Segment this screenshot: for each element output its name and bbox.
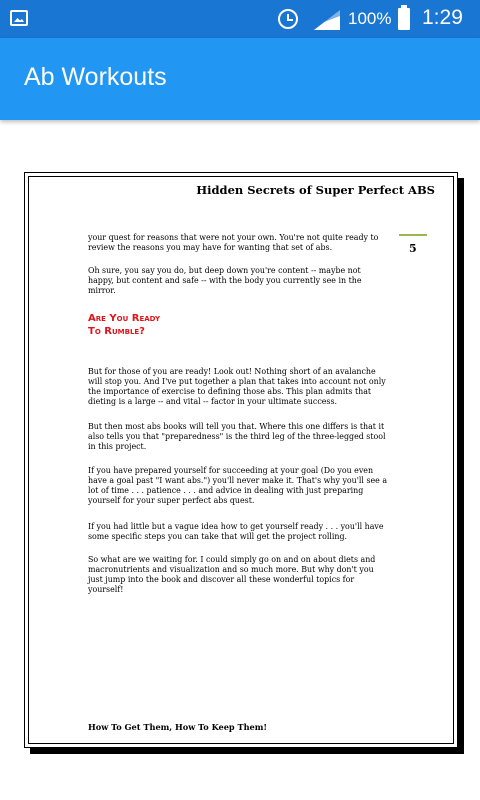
alarm-icon	[278, 9, 298, 29]
paragraph: So what are we waiting for. I could simply go on and on about diets and macronutrients and visualization and so much more. But why don't you just jump into the book and discover all these wonderful topics for yourself!	[88, 555, 376, 594]
clock: 1:29	[422, 6, 463, 29]
battery-percentage: 100%	[348, 9, 392, 28]
paragraph: But then most abs books will tell you that. Where this one differs is that it also tells you that "preparedness" is the third leg of the three-legged stool in this project.	[88, 422, 386, 451]
document-footer: How To Get Them, How To Keep Them!	[88, 722, 268, 732]
app-bar	[0, 38, 480, 120]
battery-icon	[398, 8, 410, 30]
paragraph: your quest for reasons that were not your own. You're not quite ready to review the reasons you may have for wanting that set of abs.	[88, 233, 379, 252]
status-bar	[0, 0, 480, 38]
paragraph: If you have prepared yourself for succeeding at your goal (Do you even have a goal past "I want abs.") you'll never make it. That's why you'll see a lot of time . . . patience . . . and advice in dealing with just preparing yourself for your super perfect abs quest.	[88, 466, 388, 505]
page-border	[28, 176, 454, 744]
section-heading-line-2: To Rumble?	[88, 326, 145, 337]
paragraph: But for those of you are ready! Look out! Nothing short of an avalanche will stop you. And I've put together a plan that takes into account not only the importance of exercise to defining those abs. This plan admits that dieting is a large -- and vital -- factor in your ultimate success.	[88, 367, 386, 406]
image-icon	[10, 10, 28, 26]
section-heading-line-1: Are You Ready	[88, 313, 161, 324]
paragraph: Oh sure, you say you do, but deep down you're content -- maybe not happy, but content and safe -- with the body you currently see in the mirror.	[88, 266, 362, 295]
app-title: Ab Workouts	[24, 63, 167, 91]
document-page[interactable]	[24, 172, 458, 748]
paragraph: If you had little but a vague idea how to get yourself ready . . . you'll have some specific steps you can take that will get the project rolling.	[88, 522, 384, 541]
section-heading	[88, 312, 160, 338]
page-number: 5	[409, 242, 417, 255]
document-header: Hidden Secrets of Super Perfect ABS	[196, 183, 435, 197]
signal-icon	[314, 10, 340, 30]
page-number-rule	[399, 234, 427, 236]
